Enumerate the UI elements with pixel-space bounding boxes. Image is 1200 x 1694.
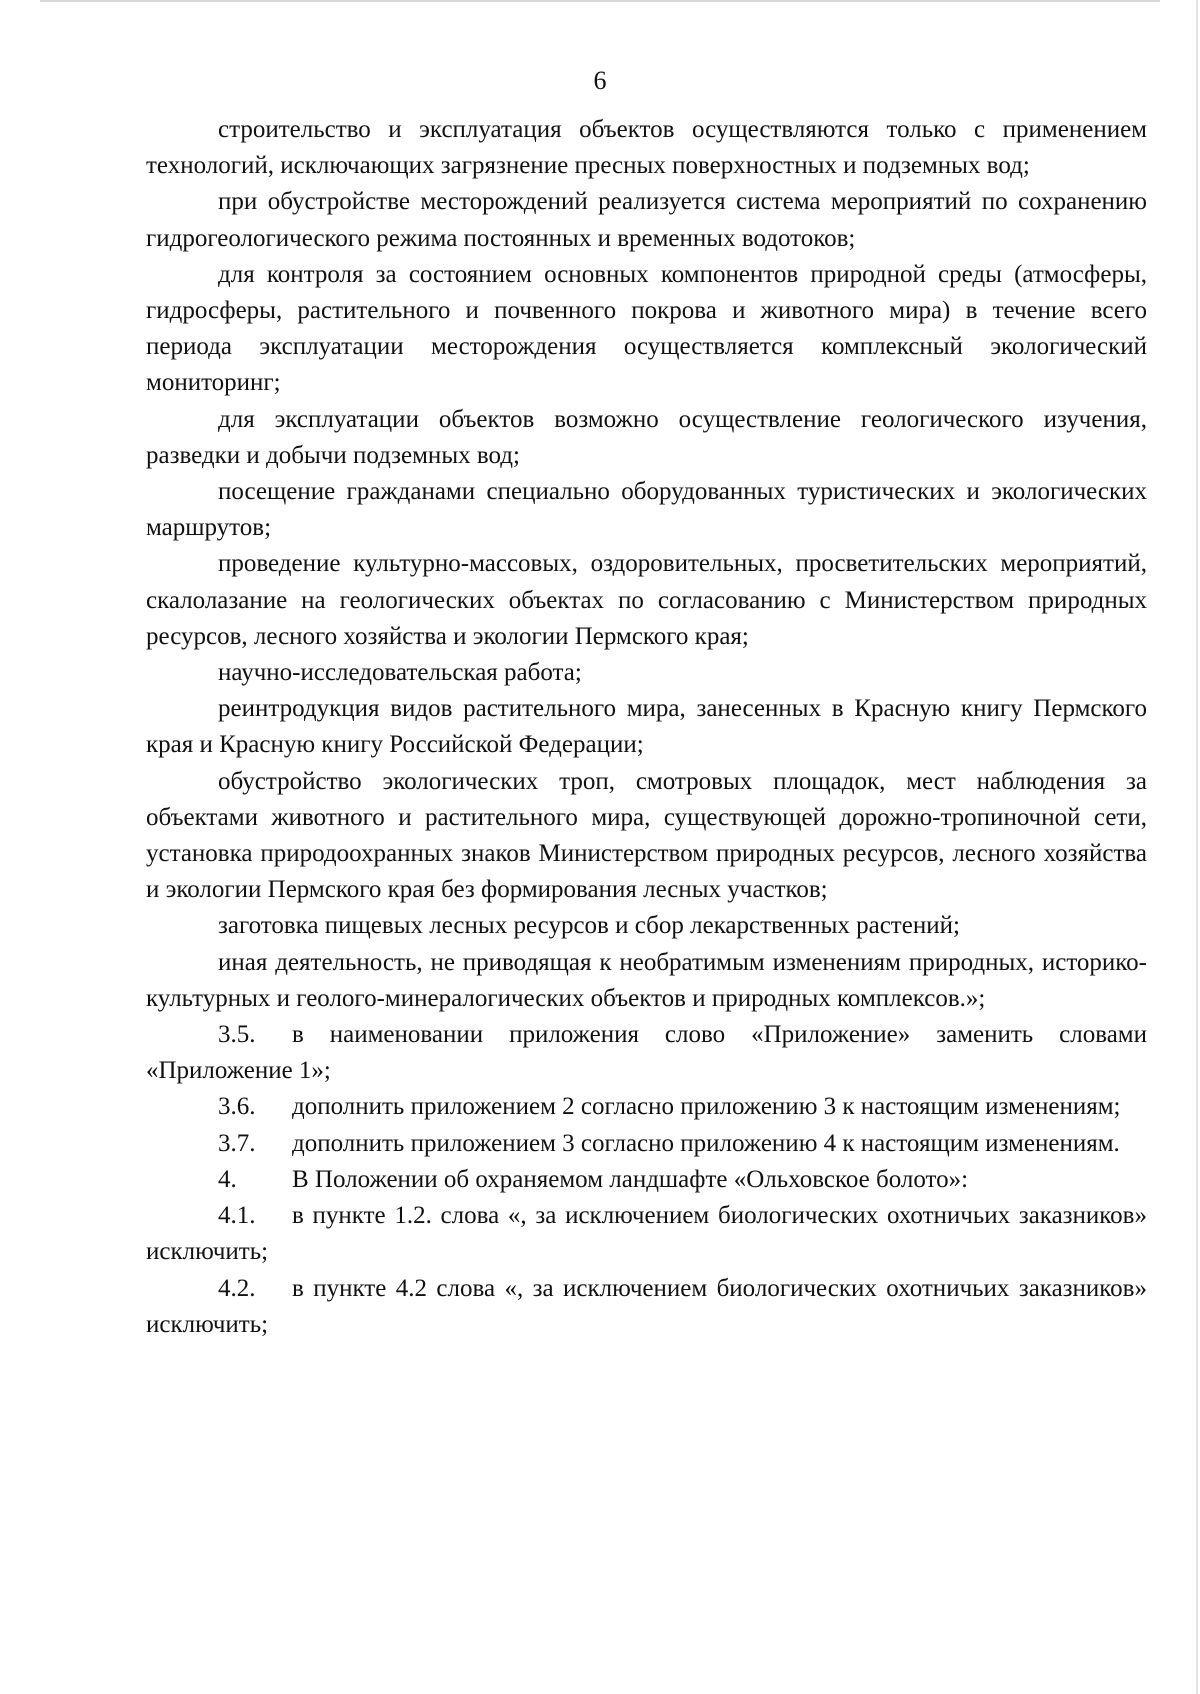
numbered-item — [146, 1198, 1147, 1270]
numbered-item — [146, 1017, 1147, 1089]
paragraph: иная деятельность, не приводящая к необратимым изменениям природных, историко-культурных и геолого-минералогических объектов и природных комплексов.»; — [146, 948, 1147, 1012]
scan-edge-top — [40, 0, 1160, 2]
paragraph: строительство и эксплуатация объектов осуществляются только с применением технологий, исключающих загрязнение пресных поверхностных и подземных вод; — [146, 116, 1147, 180]
scan-edge-right — [1196, 0, 1198, 1694]
numbered-item — [146, 1162, 1147, 1198]
paragraph: научно-исследовательская работа; — [218, 659, 582, 687]
item-text: В Положении об охраняемом ландшафте «Ольховское болото»: — [292, 1165, 969, 1193]
item-text: в наименовании приложения слово «Приложение» заменить словами «Приложение 1»; — [146, 1021, 1147, 1085]
item-number: 3.6. — [218, 1093, 256, 1121]
item-text: в пункте 1.2. слова «, за исключением биологических охотничьих заказников» исключить; — [146, 1202, 1147, 1266]
page-number: 6 — [593, 66, 607, 95]
item-number: 4.2. — [218, 1274, 256, 1302]
numbered-item — [146, 1271, 1147, 1343]
item-number: 4. — [218, 1165, 237, 1193]
numbered-item — [146, 1089, 1147, 1125]
item-number: 3.5. — [218, 1021, 256, 1049]
paragraph: для эксплуатации объектов возможно осуществление геологического изучения, разведки и добычи подземных вод; — [146, 405, 1147, 469]
paragraph: посещение гражданами специально оборудованных туристических и экологических маршрутов; — [146, 478, 1147, 542]
item-text: дополнить приложением 2 согласно приложению 3 к настоящим изменениям; — [292, 1093, 1121, 1121]
numbered-item — [146, 1126, 1147, 1162]
paragraph: для контроля за состоянием основных компонентов природной среды (атмосферы, гидросферы, растительного и почвенного покрова и животного мира) в течение всего периода эксплуатации месторождения осуществляется комплексный экологический мониторинг; — [146, 260, 1147, 397]
item-number: 3.7. — [218, 1129, 256, 1157]
item-number: 4.1. — [218, 1202, 256, 1230]
paragraph: реинтродукция видов растительного мира, занесенных в Красную книгу Пермского края и Красную книгу Российской Федерации; — [146, 695, 1147, 759]
item-text: в пункте 4.2 слова «, за исключением биологических охотничьих заказников» исключить; — [146, 1274, 1147, 1338]
paragraph: обустройство экологических троп, смотровых площадок, мест наблюдения за объектами животного и растительного мира, существующей дорожно-тропиночной сети, установка природоохранных знаков Министерством природных ресурсов, лесного хозяйства и экологии Пермского края без формирования лесных участков; — [146, 767, 1147, 904]
document-body — [146, 112, 1147, 1343]
paragraph: проведение культурно-массовых, оздоровительных, просветительских мероприятий, скалолазание на геологических объектах по согласованию с Министерством природных ресурсов, лесного хозяйства и экологии Пермского края; — [146, 550, 1147, 650]
item-text: дополнить приложением 3 согласно приложению 4 к настоящим изменениям. — [292, 1129, 1120, 1157]
paragraph: при обустройстве месторождений реализуется система мероприятий по сохранению гидрогеологического режима постоянных и временных водотоков; — [146, 188, 1147, 252]
paragraph: заготовка пищевых лесных ресурсов и сбор лекарственных растений; — [218, 912, 960, 940]
